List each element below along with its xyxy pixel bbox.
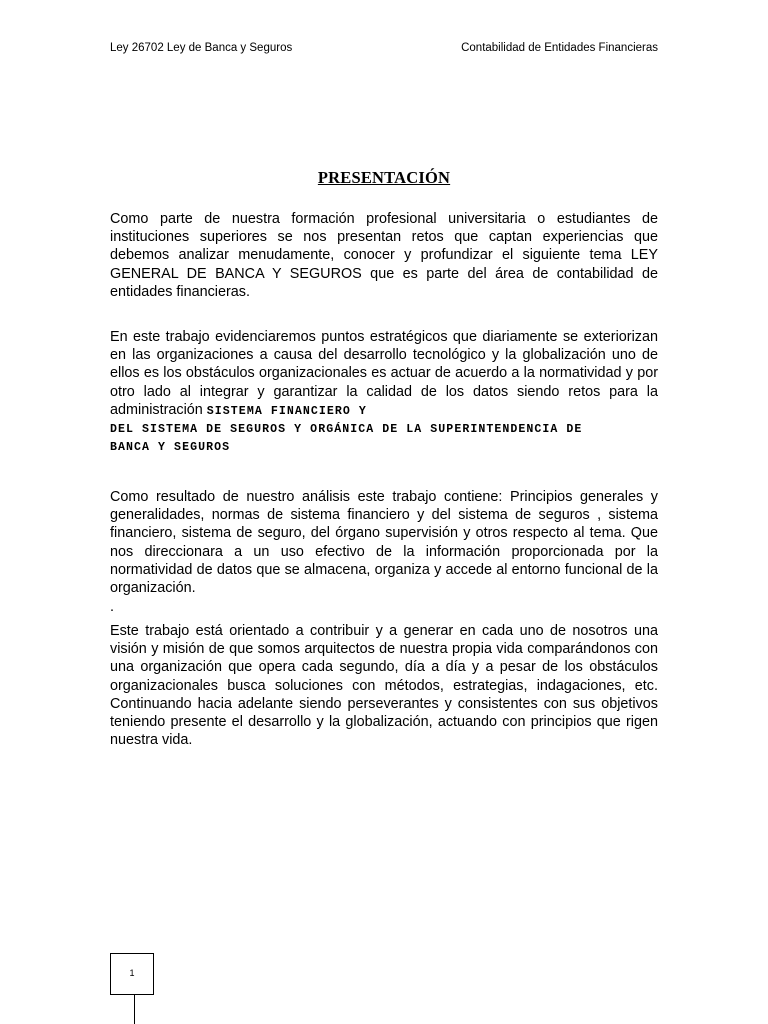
mono-heading-part-1: SISTEMA FINANCIERO Y: [206, 404, 367, 418]
stray-period: .: [110, 599, 114, 615]
mono-heading-part-2: DEL SISTEMA DE SEGUROS Y ORGÁNICA DE LA SUPERINTENDENCIA DE: [110, 423, 583, 437]
paragraph-intro: Como parte de nuestra formación profesional universitaria o estudiantes de instituciones superiores se nos presentan retos que captan experiencias que debemos analizar menudamente, conocer y profundizar el siguiente tema LEY GENERAL DE BANCA Y SEGUROS que es parte del área de contabilidad de entidades financieras.: [110, 211, 658, 300]
mono-heading-part-3: BANCA Y SEGUROS: [110, 441, 231, 455]
page-title: PRESENTACIÓN: [317, 168, 451, 187]
page-number: 1: [129, 968, 135, 978]
header-right: Contabilidad de Entidades Financieras: [461, 42, 658, 54]
paragraph-strategic-text: En este trabajo evidenciaremos puntos estratégicos que diariamente se exteriorizan en las organizaciones a causa del desarrollo tecnológico y la globalización uno de ellos es los obstáculos organizacionales es actuar de acuerdo a la normatividad y por otro lado al integrar y garantizar la calidad de los datos siendo retos para la administración: [110, 329, 658, 418]
header-left: Ley 26702 Ley de Banca y Seguros: [110, 42, 293, 54]
page-number-connector-line: [134, 995, 135, 1024]
page-number-box: [110, 953, 154, 995]
paragraph-strategic-points: [110, 328, 658, 457]
paragraph-contents: Como resultado de nuestro análisis este trabajo contiene: Principios generales y generalidades, normas de sistema financiero y del sistema de seguros , sistema financiero, sistema de seguro, del órgano supervisión y otros respecto al tema. Que nos direccionara a un uso efectivo de la información proporcionada por la normatividad de datos que se almacena, organiza y accede al entorno funcional de la organización.: [110, 489, 658, 597]
paragraph-purpose: Este trabajo está orientado a contribuir y a generar en cada uno de nosotros una visión y misión de que somos arquitectos de nuestra propia vida comparándonos con una organización que opera cada segundo, día a día y a pesar de los obstáculos organizacionales busca soluciones con métodos, estrategias, indagaciones, etc. Continuando hacia adelante siendo perseverantes y consistentes con sus objetivos teniendo presente el desarrollo y la globalización, actuando con principios que rigen nuestra vida.: [110, 623, 658, 749]
